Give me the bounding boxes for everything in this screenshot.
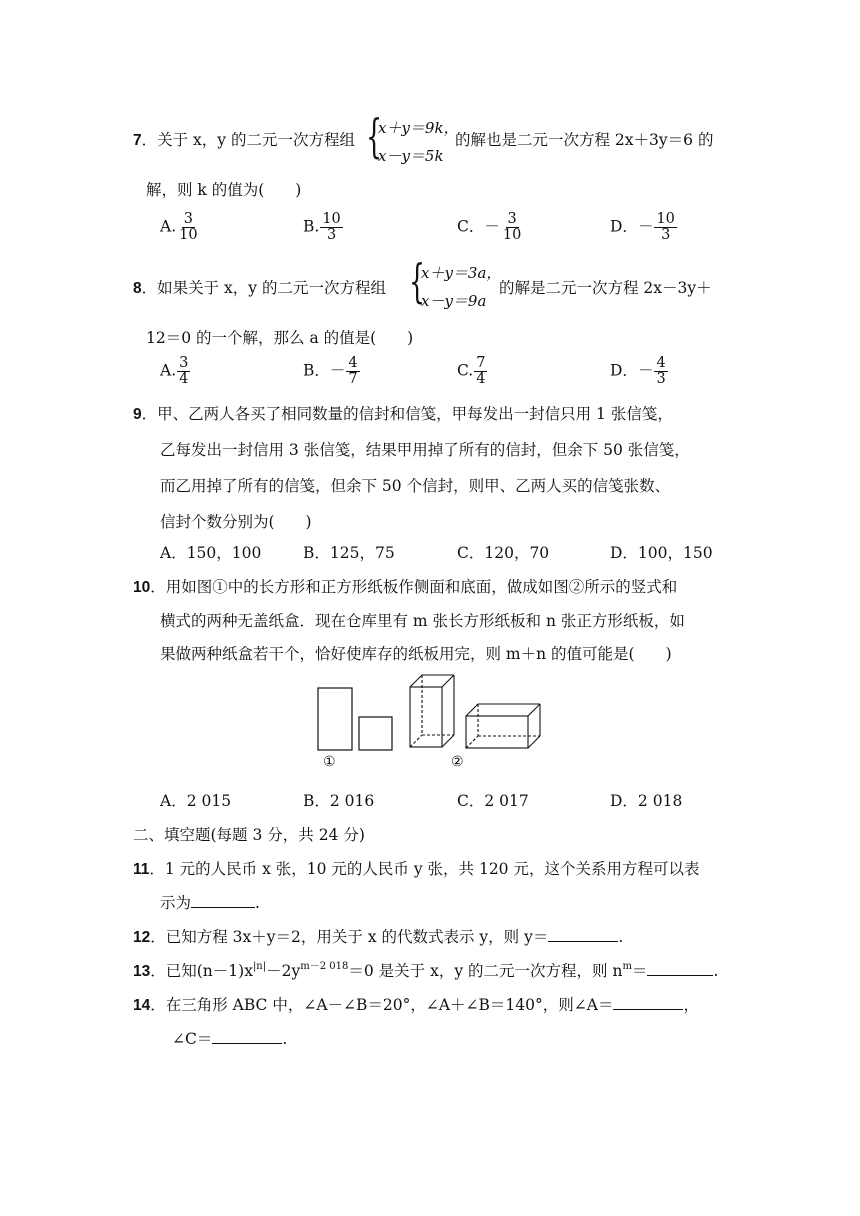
q13-number: 13 — [133, 963, 151, 980]
q8-stem-pre: ．如果关于 x，y 的二元一次方程组 — [141, 279, 386, 297]
fig2-horizontal-box — [466, 704, 540, 748]
q9-number: 9 — [133, 406, 142, 423]
q8-option-d-fraction: $\frac{4}{3}$ — [656, 355, 666, 388]
q7-number: 7 — [133, 132, 142, 149]
q8-equation-system — [409, 254, 502, 312]
q10-option-c: C．2 017 — [457, 792, 529, 810]
q7-eq2: x－y＝5k — [378, 147, 444, 165]
q7-line2: 解，则 k 的值为( ) — [146, 181, 302, 199]
q8-stem-post: 的解是二元一次方程 2x－3y＋ — [499, 279, 712, 297]
q8-option-b: B．－ $\frac{4}{7}$ — [303, 355, 358, 388]
q8-eq1: x＋y＝3a， — [421, 264, 502, 282]
q12-line: 12．已知方程 3x＋y＝2，用关于 x 的代数式表示 y，则 y＝ . — [133, 928, 624, 946]
fig-label-1: ① — [323, 754, 336, 770]
q13-line: 13．已知$(n-1)x^{|n|}-2y^{m-2 018}=0$ 是关于 x，y 的二元一次方程，则 $n^m=$ . — [133, 961, 719, 980]
q8-option-a-fraction: $\frac{3}{4}$ — [179, 355, 189, 388]
q8-option-d: D．－ $\frac{4}{3}$ — [610, 355, 666, 388]
q14-line2: ∠C＝ . — [172, 1030, 288, 1048]
fig2-vertical-box — [410, 675, 454, 747]
q8-option-a: A. $\frac{3}{4}$ — [160, 355, 189, 388]
q10-number: 10 — [133, 579, 151, 596]
q14-line1: 14．在三角形 ABC 中，∠A－∠B＝20°，∠A＋∠B＝140°，则∠A＝ ， — [133, 996, 699, 1014]
q9-option-c: C．120，70 — [457, 544, 550, 562]
q7-eq1: x＋y＝9k， — [378, 119, 459, 137]
q7-stem-post: 的解也是二元一次方程 2x＋3y＝6 的 — [455, 131, 714, 149]
q8-line1 — [133, 276, 386, 298]
section-heading: 二、填空题(每题 3 分，共 24 分) — [133, 826, 365, 844]
q8-option-b-fraction: $\frac{4}{7}$ — [348, 355, 358, 388]
q7-brace: { — [366, 109, 383, 163]
q11-line1: 11．1 元的人民币 x 张，10 元的人民币 y 张，共 120 元，这个关系用方程可以表 — [133, 860, 700, 878]
q10-line1: 10．用如图①中的长方形和正方形纸板作侧面和底面，做成如图②所示的竖式和 — [133, 578, 678, 596]
q9-line2: 乙每发出一封信用 3 张信笺，结果甲用掉了所有的信封，但余下 50 张信笺， — [160, 441, 690, 459]
fig1-square-sheet — [359, 717, 392, 750]
q7-option-d-fraction: $\frac{10}{3}$ — [656, 211, 675, 244]
q10-option-a: A．2 015 — [160, 792, 232, 810]
q7-option-c: C．－ $\frac{3}{10}$ — [457, 211, 522, 244]
q9-line1: 9．甲、乙两人各买了相同数量的信封和信笺，甲每发出一封信只用 1 张信笺， — [133, 405, 673, 423]
q9-option-d: D．100，150 — [610, 544, 713, 562]
q7-option-b-fraction: $\frac{10}{3}$ — [322, 211, 341, 244]
q8-option-c-fraction: $\frac{7}{4}$ — [476, 355, 486, 388]
q9-option-b: B．125，75 — [303, 544, 395, 562]
q12-answer-blank[interactable] — [548, 940, 618, 942]
q7-stem-pre: ．关于 x，y 的二元一次方程组 — [141, 131, 355, 149]
q14-answer-blank-a[interactable] — [613, 1008, 683, 1010]
q14-answer-blank-c[interactable] — [212, 1042, 282, 1044]
q12-number: 12 — [133, 929, 151, 946]
q7-option-a-fraction: $\frac{3}{10}$ — [179, 211, 198, 244]
q9-option-a: A．150，100 — [160, 544, 262, 562]
q10-option-d: D．2 018 — [610, 792, 683, 810]
q7-option-b: B. $\frac{10}{3}$ — [303, 211, 341, 244]
q10-line3: 果做两种纸盒若干个，恰好使库存的纸板用完，则 m＋n 的值可能是( ) — [160, 645, 672, 663]
q7-option-c-fraction: $\frac{3}{10}$ — [502, 211, 522, 244]
q8-eq2: x－y＝9a — [421, 292, 487, 310]
q10-line2: 横式的两种无盖纸盒．现在仓库里有 m 张长方形纸板和 n 张正方形纸板，如 — [160, 612, 685, 630]
q10-figure — [310, 672, 550, 758]
q8-number: 8 — [133, 280, 142, 297]
q11-answer-blank[interactable] — [191, 906, 255, 908]
q8-option-c: C. $\frac{7}{4}$ — [457, 355, 486, 388]
q10-option-b: B．2 016 — [303, 792, 375, 810]
q7-option-d: D．－ $\frac{10}{3}$ — [610, 211, 675, 244]
q7-line1 — [133, 128, 355, 150]
fig-label-2: ② — [451, 754, 464, 770]
q11-line2: 示为 . — [160, 894, 260, 912]
q8-brace: { — [409, 254, 426, 308]
q8-line2: 12＝0 的一个解，那么 a 的值是( ) — [146, 329, 414, 347]
q13-answer-blank[interactable] — [647, 974, 713, 976]
q7-equation-system — [366, 109, 459, 167]
q9-line3: 而乙用掉了所有的信笺，但余下 50 个信封，则甲、乙两人买的信笺张数、 — [160, 477, 671, 495]
fig1-rectangle-sheet — [318, 688, 352, 750]
q11-number: 11 — [133, 861, 150, 878]
q7-option-a: A. $\frac{3}{10}$ — [160, 211, 198, 244]
q14-number: 14 — [133, 997, 151, 1014]
q9-line4: 信封个数分别为( ) — [160, 513, 312, 531]
